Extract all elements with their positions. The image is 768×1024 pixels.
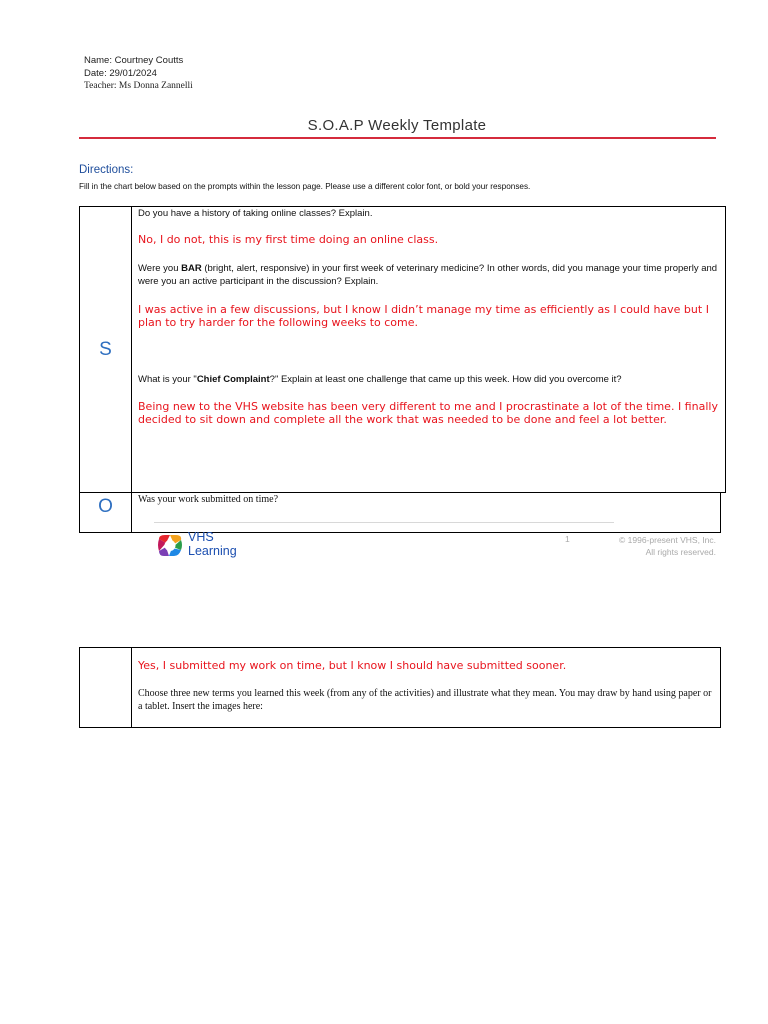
title-divider: [79, 137, 716, 139]
page-number: 1: [565, 534, 570, 544]
directions-text: Fill in the chart below based on the prompts within the lesson page. Please use a different color font, or bold your responses.: [79, 182, 531, 191]
s-question-1: Do you have a history of taking online classes? Explain.: [138, 208, 373, 219]
s-question-2-post: (bright, alert, responsive) in your first week of veterinary medicine? In other words, did you manage your time properly and were you an active participant in the discussion? Explain.: [138, 263, 718, 287]
copyright-line-2: All rights reserved.: [645, 547, 716, 557]
vhs-logo-text: [188, 531, 237, 558]
o-question-1: Was your work submitted on time?: [138, 494, 279, 505]
s-question-3-post: ?" Explain at least one challenge that came up this week. How did you overcome it?: [269, 374, 622, 385]
o-question-2: Choose three new terms you learned this week (from any of the activities) and illustrate what they mean. You may draw by hand using paper or a tablet. Insert the images here:: [138, 688, 712, 712]
student-name: Name: Courtney Coutts: [84, 55, 184, 66]
s-question-2-bold: BAR: [181, 263, 202, 274]
vhs-logo-icon: [155, 531, 185, 559]
logo-line-1: VHS: [188, 530, 214, 544]
logo-line-2: Learning: [188, 543, 237, 558]
directions-heading: Directions:: [79, 164, 134, 176]
student-header: [84, 54, 193, 93]
s-column-divider: [131, 206, 132, 493]
submission-date: Date: 29/01/2024: [84, 68, 157, 79]
s-answer-1[interactable]: No, I do not, this is my first time doing an online class.: [138, 233, 439, 246]
s-question-3-pre: What is your ": [138, 374, 197, 385]
o-column-divider: [131, 492, 132, 533]
copyright-notice: [619, 534, 716, 558]
copyright-line-1: © 1996-present VHS, Inc.: [619, 535, 716, 545]
page-title: S.O.A.P Weekly Template: [307, 117, 487, 134]
s-letter: S: [99, 339, 112, 360]
o-letter: O: [98, 496, 113, 517]
s-question-3: [138, 373, 718, 386]
o-answer-1[interactable]: Yes, I submitted my work on time, but I know I should have submitted sooner.: [138, 659, 567, 672]
footer-divider: [154, 522, 614, 523]
s-section-table: [79, 206, 726, 493]
s-answer-3[interactable]: Being new to the VHS website has been very different to me and I procrastinate a lot of the time. I finally decided to sit down and complete all the work that was needed to be done and feel a lot better.: [138, 400, 718, 426]
s-answer-2[interactable]: I was active in a few discussions, but I know I didn’t manage my time as efficiently as I could have but I plan to try harder for the following weeks to come.: [138, 303, 709, 329]
s-question-2-pre: Were you: [138, 263, 182, 274]
continued-column-divider: [131, 647, 132, 728]
s-question-3-bold: Chief Complaint: [196, 374, 270, 385]
teacher-name: Teacher: Ms Donna Zannelli: [84, 81, 193, 91]
s-question-2: [138, 262, 718, 288]
